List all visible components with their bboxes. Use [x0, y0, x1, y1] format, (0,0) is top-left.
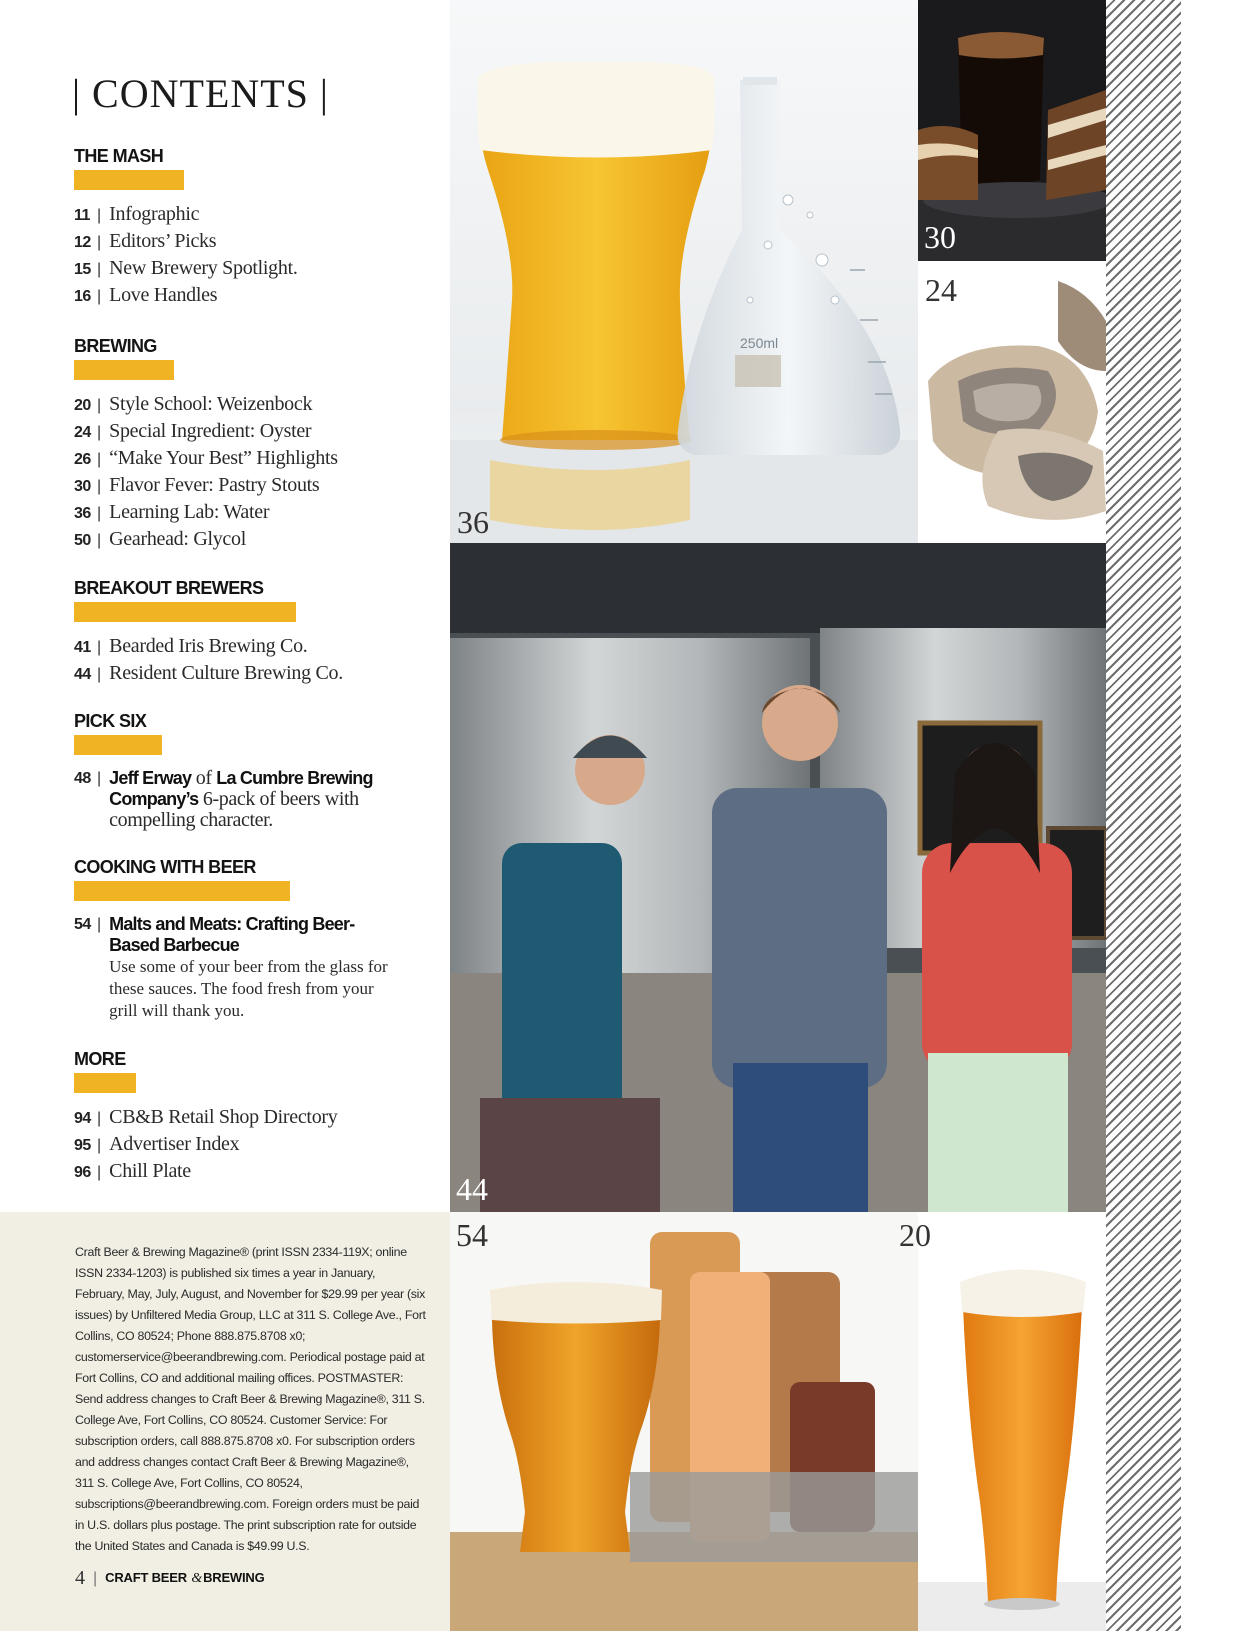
- article-title: “Make Your Best” Highlights: [109, 447, 338, 469]
- section-the-mash: [74, 146, 298, 311]
- brand-part: CRAFT BEER: [105, 1570, 187, 1585]
- page-number: 54: [74, 916, 91, 933]
- decorative-stripe-border: [1106, 0, 1181, 1631]
- feature-title: Malts and Meats: Crafting Beer-Based Barbecue: [109, 914, 355, 955]
- separator: |: [97, 207, 102, 224]
- section-accent-bar: [74, 602, 296, 622]
- toc-item[interactable]: [74, 257, 298, 284]
- section-heading: BREWING: [74, 336, 157, 356]
- page-number: 44: [74, 666, 91, 683]
- article-title: New Brewery Spotlight.: [109, 257, 298, 279]
- page-number: 26: [74, 451, 91, 468]
- beer-and-flask-illustration: [450, 0, 918, 543]
- toc-feature-item[interactable]: [74, 768, 399, 831]
- section-heading: MORE: [74, 1049, 126, 1069]
- toc-item[interactable]: [74, 420, 338, 447]
- article-title: Special Ingredient: Oyster: [109, 420, 312, 442]
- feature-description: 6-pack of beers with compelling character.: [109, 788, 359, 831]
- section-heading: COOKING WITH BEER: [74, 857, 256, 877]
- weizen-glass-illustration: [918, 1212, 1106, 1631]
- article-title: Infographic: [109, 203, 200, 225]
- separator: |: [97, 478, 102, 495]
- toc-item[interactable]: [74, 393, 338, 420]
- feature-text: [109, 914, 399, 1022]
- separator: |: [97, 1110, 102, 1127]
- article-title: Love Handles: [109, 284, 218, 306]
- toc-item[interactable]: [74, 474, 338, 501]
- photo-beer-barbecue[interactable]: [450, 1212, 918, 1631]
- section-accent-bar: [74, 735, 162, 755]
- photo-oyster[interactable]: [918, 261, 1106, 543]
- toc-item[interactable]: [74, 1133, 337, 1160]
- section-pick-six: [74, 711, 399, 831]
- masthead-text: Craft Beer & Brewing Magazine® (print ISSN 2334-119X; online ISSN 2334-1203) is published six times a year in January, February, May, July, August, and November for $29.99 per year (six issues) by Unfiltered Media Group, LLC at 311 S. College Ave., Fort Collins, CO 80524; Phone 888.875.8708 x0; customerservice@beerandbrewing.com. Periodical postage paid at Fort Collins, CO and additional mailing offices. POSTMASTER: Send address changes to Craft Beer & Brewing Magazine®, 311 S. College Ave, Fort Collins, CO 80524. Customer Service: For subscription orders, call 888.875.8708 x0. For subscription orders and address changes contact Craft Beer & Brewing Magazine®, 311 S. College Ave, Fort Collins, CO 80524, subscriptions@beerandbrewing.com. Foreign orders must be paid in U.S. dollars plus postage. The print subscription rate for outside the United States and Canada is $49.99 U.S.: [75, 1245, 426, 1553]
- feature-description: Use some of your beer from the glass for these sauces. The food fresh from your grill will thank you.: [109, 957, 388, 1020]
- flask-volume-label: 250ml: [740, 335, 779, 351]
- toc-item[interactable]: [74, 1160, 337, 1187]
- separator: |: [97, 666, 102, 683]
- page-footer: [75, 1567, 265, 1590]
- toc-item[interactable]: [74, 501, 338, 528]
- section-accent-bar: [74, 170, 184, 190]
- footer-separator: |: [93, 1569, 98, 1587]
- page-number: 36: [74, 505, 91, 522]
- separator: |: [97, 234, 102, 251]
- page-title: | CONTENTS |: [72, 71, 329, 116]
- photo-pastry-stout[interactable]: [918, 0, 1106, 261]
- article-title: Style School: Weizenbock: [109, 393, 313, 415]
- feature-brewery: La Cumbre Brewing Company’s: [109, 768, 373, 809]
- page-number: 96: [74, 1164, 91, 1181]
- page-number: 41: [74, 639, 91, 656]
- page-number: 94: [74, 1110, 91, 1127]
- page-number: 12: [74, 234, 91, 251]
- page-number: 30: [74, 478, 91, 495]
- page-margin: [1181, 0, 1237, 1631]
- separator: |: [97, 532, 102, 549]
- magazine-brand: [105, 1570, 264, 1587]
- page-number: 16: [74, 288, 91, 305]
- photo-page-number: 24: [925, 272, 957, 308]
- separator: |: [97, 397, 102, 414]
- article-title: Learning Lab: Water: [109, 501, 270, 523]
- toc-item[interactable]: [74, 447, 338, 474]
- page-number: 95: [74, 1137, 91, 1154]
- article-title: Chill Plate: [109, 1160, 191, 1182]
- section-more: [74, 1049, 337, 1187]
- masthead-box: [0, 1212, 450, 1631]
- page-number: 24: [74, 424, 91, 441]
- toc-feature-item[interactable]: [74, 914, 399, 1022]
- separator: |: [97, 1137, 102, 1154]
- toc-item[interactable]: [74, 528, 338, 555]
- article-title: Gearhead: Glycol: [109, 528, 246, 550]
- section-breakout-brewers: [74, 578, 343, 689]
- photo-page-number: 44: [456, 1171, 488, 1207]
- toc-item[interactable]: [74, 203, 298, 230]
- article-title: Editors’ Picks: [109, 230, 217, 252]
- section-accent-bar: [74, 360, 174, 380]
- toc-item[interactable]: [74, 284, 298, 311]
- section-heading: THE MASH: [74, 146, 164, 166]
- photo-weizenbock[interactable]: [899, 1212, 1106, 1631]
- brewers-group-illustration: [450, 543, 1106, 1212]
- beer-and-sauces-illustration: [450, 1212, 918, 1631]
- page-number: 11: [74, 207, 90, 224]
- separator: |: [97, 261, 102, 278]
- separator: |: [97, 424, 102, 441]
- separator: |: [97, 288, 102, 305]
- page-number: 48: [74, 770, 91, 787]
- article-title: Flavor Fever: Pastry Stouts: [109, 474, 320, 496]
- separator: |: [97, 770, 102, 787]
- page-number: 15: [74, 261, 91, 278]
- photo-page-number: 54: [456, 1217, 488, 1253]
- separator: |: [97, 639, 102, 656]
- photo-page-number: 30: [924, 219, 956, 255]
- feature-connector: of: [191, 767, 217, 789]
- brand-ampersand: &: [191, 1571, 203, 1586]
- article-title: CB&B Retail Shop Directory: [109, 1106, 338, 1128]
- section-accent-bar: [74, 1073, 136, 1093]
- toc-item[interactable]: [74, 1106, 337, 1133]
- article-title: Bearded Iris Brewing Co.: [109, 635, 308, 657]
- feature-name: Jeff Erway: [109, 768, 192, 788]
- toc-item[interactable]: [74, 230, 298, 257]
- section-heading: PICK SIX: [74, 711, 147, 731]
- section-brewing: [74, 336, 338, 555]
- feature-text: [109, 768, 399, 831]
- photo-resident-culture-brewers[interactable]: [450, 543, 1106, 1212]
- photo-water-lab[interactable]: [450, 0, 918, 543]
- separator: |: [97, 451, 102, 468]
- section-cooking-with-beer: [74, 857, 399, 1022]
- article-title: Resident Culture Brewing Co.: [109, 662, 343, 684]
- section-heading: BREAKOUT BREWERS: [74, 578, 264, 598]
- article-title: Advertiser Index: [109, 1133, 240, 1155]
- photo-page-number: 20: [899, 1217, 931, 1253]
- separator: |: [97, 916, 102, 933]
- photo-page-number: 36: [457, 504, 489, 540]
- page-number: 20: [74, 397, 91, 414]
- section-accent-bar: [74, 881, 290, 901]
- toc-item[interactable]: [74, 635, 343, 662]
- separator: |: [97, 1164, 102, 1181]
- page-number-footer: 4: [75, 1567, 85, 1589]
- separator: |: [97, 505, 102, 522]
- page-number: 50: [74, 532, 91, 549]
- brand-part: BREWING: [203, 1570, 265, 1585]
- contents-column: [0, 0, 450, 1212]
- toc-item[interactable]: [74, 662, 343, 689]
